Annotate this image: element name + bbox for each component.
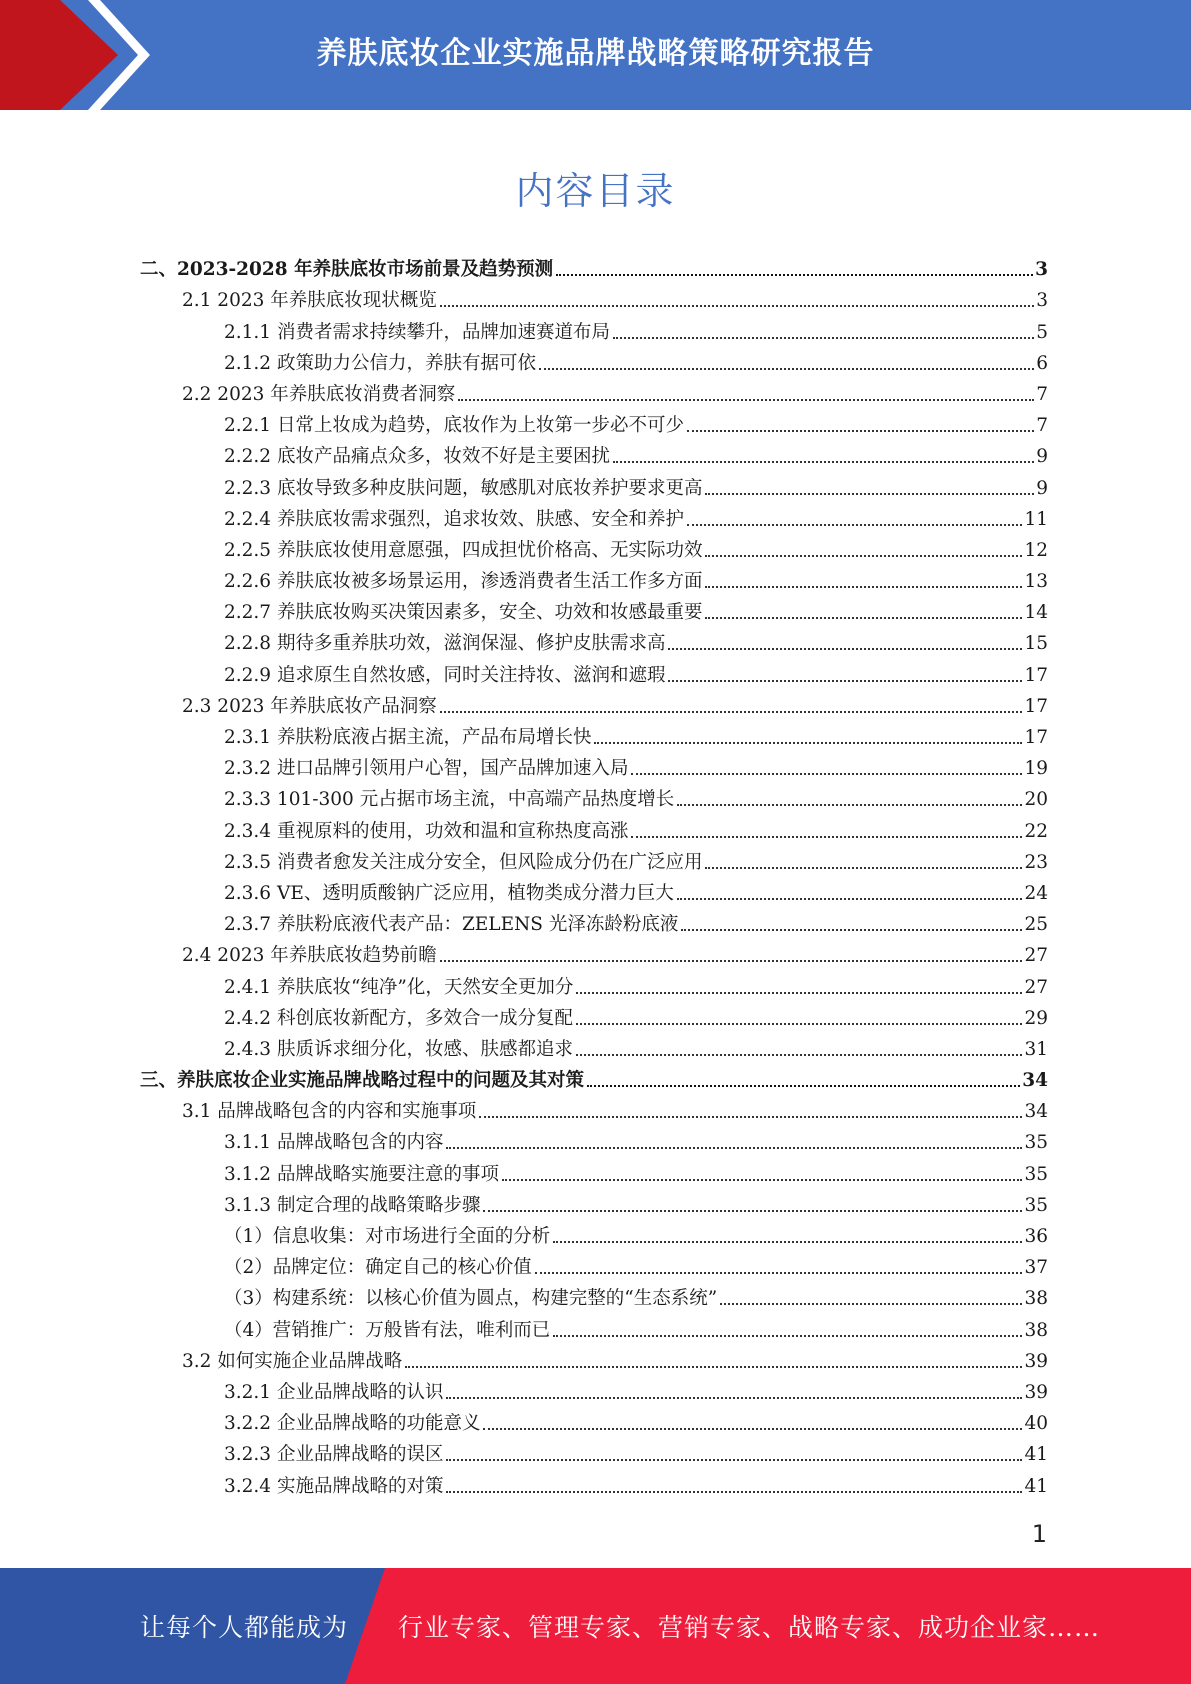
toc-dot-leader — [553, 1241, 1022, 1243]
toc-entry-label: 2.4.2 科创底妆新配方，多效合一成分复配 — [224, 1007, 573, 1029]
toc-entry-page: 41 — [1024, 1444, 1048, 1466]
toc-dot-leader — [576, 1023, 1022, 1025]
toc-entry-label: 2.2.9 追求原生自然妆感，同时关注持妆、滋润和遮瑕 — [224, 664, 666, 686]
toc-entry-page: 39 — [1024, 1350, 1048, 1372]
toc-entry[interactable] — [140, 1251, 1048, 1282]
toc-entry-page: 19 — [1024, 758, 1048, 780]
toc-dot-leader — [539, 368, 1034, 370]
toc-dot-leader — [556, 274, 1033, 276]
toc-entry-page: 35 — [1024, 1194, 1048, 1216]
toc-dot-leader — [705, 493, 1034, 495]
toc-entry-page: 38 — [1024, 1319, 1048, 1341]
toc-entry-page: 22 — [1024, 820, 1048, 842]
toc-entry[interactable] — [140, 409, 1048, 440]
toc-entry-label: （1）信息收集：对市场进行全面的分析 — [224, 1226, 551, 1247]
toc-entry[interactable] — [140, 721, 1048, 752]
toc-dot-leader — [613, 461, 1034, 463]
toc-entry-label: 2.3.6 VE、透明质酸钠广泛应用，植物类成分潜力巨大 — [224, 882, 674, 904]
toc-entry-page: 41 — [1024, 1475, 1048, 1497]
toc-entry-label: 2.2.7 养肤底妆购买决策因素多，安全、功效和妆感最重要 — [224, 602, 703, 624]
footer-slogan-right: 行业专家、管理专家、营销专家、战略专家、成功企业家…… — [398, 1613, 1101, 1642]
page-number: 1 — [1031, 1520, 1047, 1548]
toc-entry-page: 27 — [1024, 976, 1048, 998]
toc-entry-page: 36 — [1024, 1226, 1048, 1247]
footer-slogan-left: 让每个人都能成为 — [140, 1613, 349, 1642]
toc-entry[interactable] — [140, 752, 1048, 783]
toc-entry-label: 2.3.1 养肤粉底液占据主流，产品布局增长快 — [224, 727, 592, 748]
toc-entry[interactable] — [140, 846, 1048, 877]
toc-entry-label: 3.2 如何实施企业品牌战略 — [182, 1350, 403, 1372]
toc-entry-label: 2.4.3 肤质诉求细分化，妆感、肤感都追求 — [224, 1038, 573, 1060]
toc-heading: 内容目录 — [515, 169, 676, 213]
toc-entry-label: 2.1.1 消费者需求持续攀升，品牌加速赛道布局 — [224, 321, 610, 343]
toc-dot-leader — [446, 1491, 1022, 1493]
toc-entry-label: 三、养肤底妆企业实施品牌战略过程中的问题及其对策 — [140, 1070, 585, 1092]
toc-entry-page: 23 — [1024, 851, 1048, 873]
toc-dot-leader — [587, 1085, 1020, 1087]
toc-entry-page: 24 — [1024, 882, 1048, 904]
toc-entry-page: 34 — [1024, 1101, 1048, 1123]
toc-entry[interactable] — [140, 877, 1048, 908]
toc-entry[interactable] — [140, 627, 1048, 658]
toc-entry-page: 37 — [1024, 1257, 1048, 1279]
toc-entry[interactable] — [140, 1407, 1048, 1438]
toc-dot-leader — [705, 867, 1022, 869]
toc-entry-page: 13 — [1024, 571, 1048, 593]
toc-entry[interactable] — [140, 1126, 1048, 1157]
toc-dot-leader — [687, 524, 1022, 526]
toc-entry[interactable] — [140, 814, 1048, 845]
toc-entry[interactable] — [140, 1220, 1048, 1251]
toc-dot-leader — [668, 680, 1022, 682]
toc-entry-label: 2.4 2023 年养肤底妆趋势前瞻 — [182, 945, 437, 967]
toc-entry[interactable] — [140, 315, 1048, 346]
toc-entry-label: 2.2.4 养肤底妆需求强烈，追求妆效、肤感、安全和养护 — [224, 508, 684, 530]
toc-entry-label: 2.1.2 政策助力公信力，养肤有据可依 — [224, 352, 536, 374]
toc-entry[interactable] — [140, 690, 1048, 721]
toc-dot-leader — [631, 836, 1022, 838]
toc-entry-page: 35 — [1024, 1132, 1048, 1154]
toc-dot-leader — [668, 648, 1022, 650]
toc-entry-label: 3.2.2 企业品牌战略的功能意义 — [224, 1413, 481, 1435]
toc-dot-leader — [458, 399, 1034, 401]
toc-entry[interactable] — [140, 1282, 1048, 1313]
toc-entry[interactable] — [140, 284, 1048, 315]
toc-dot-leader — [440, 711, 1023, 713]
toc-entry[interactable] — [140, 1002, 1048, 1033]
toc-entry-label: 2.2.5 养肤底妆使用意愿强，四成担忧价格高、无实际功效 — [224, 539, 703, 561]
toc-dot-leader — [594, 742, 1022, 744]
toc-dot-leader — [440, 305, 1034, 307]
toc-entry-label: 2.3.5 消费者愈发关注成分安全，但风险成分仍在广泛应用 — [224, 851, 703, 873]
report-title: 养肤底妆企业实施品牌战略策略研究报告 — [316, 36, 875, 71]
toc-dot-leader — [483, 1210, 1022, 1212]
toc-entry-label: 2.3.7 养肤粉底液代表产品：ZELENS 光泽冻龄粉底液 — [224, 914, 679, 936]
toc-entry-label: （3）构建系统：以核心价值为圆点，构建完整的“生态系统” — [224, 1288, 718, 1310]
toc-entry[interactable] — [140, 1189, 1048, 1220]
toc-entry-page: 39 — [1024, 1381, 1048, 1403]
toc-entry[interactable] — [140, 534, 1048, 565]
toc-entry-label: 2.3.3 101-300 元占据市场主流，中高端产品热度增长 — [224, 789, 675, 811]
toc-entry[interactable] — [140, 1064, 1048, 1095]
toc-entry-page: 17 — [1024, 695, 1048, 717]
toc-entry[interactable] — [140, 253, 1048, 284]
toc-entry-label: 二、2023-2028 年养肤底妆市场前景及趋势预测 — [140, 259, 554, 281]
toc-dot-leader — [446, 1147, 1022, 1149]
toc-entry-page: 15 — [1024, 633, 1048, 655]
toc-dot-leader — [405, 1366, 1022, 1368]
toc-dot-leader — [535, 1272, 1023, 1274]
toc-entry[interactable] — [140, 440, 1048, 471]
toc-entry[interactable] — [140, 1345, 1048, 1376]
toc-entry[interactable] — [140, 1313, 1048, 1344]
toc-entry-page: 20 — [1024, 789, 1048, 811]
toc-entry-label: 2.3.4 重视原料的使用，功效和温和宣称热度高涨 — [224, 820, 629, 842]
toc-entry[interactable] — [140, 471, 1048, 502]
toc-entry-label: 3.2.1 企业品牌战略的认识 — [224, 1381, 444, 1403]
toc-entry-page: 14 — [1024, 602, 1048, 624]
toc-entry-page: 29 — [1024, 1007, 1048, 1029]
toc-entry-page: 3 — [1035, 259, 1048, 281]
toc-dot-leader — [483, 1428, 1022, 1430]
toc-entry-page: 27 — [1024, 945, 1048, 967]
toc-entry[interactable] — [140, 596, 1048, 627]
toc-entry-label: 2.1 2023 年养肤底妆现状概览 — [182, 290, 437, 312]
toc-entry[interactable] — [140, 658, 1048, 689]
toc-dot-leader — [681, 929, 1022, 931]
toc-dot-leader — [705, 586, 1022, 588]
toc-entry-page: 9 — [1036, 477, 1048, 499]
toc-dot-leader — [720, 1303, 1022, 1305]
page-footer-band — [0, 1568, 1191, 1684]
toc-entry-page: 7 — [1036, 415, 1048, 437]
toc-dot-leader — [631, 773, 1022, 775]
toc-entry-label: 3.1.1 品牌战略包含的内容 — [224, 1132, 444, 1154]
toc-entry-page: 17 — [1024, 664, 1048, 686]
toc-entry-label: （4）营销推广：万般皆有法，唯利而已 — [224, 1319, 551, 1341]
toc-entry-page: 40 — [1024, 1413, 1048, 1435]
toc-entry[interactable] — [140, 783, 1048, 814]
toc-dot-leader — [677, 804, 1022, 806]
toc-entry-page: 9 — [1036, 446, 1048, 468]
toc-dot-leader — [677, 898, 1023, 900]
toc-entry-label: 3.2.4 实施品牌战略的对策 — [224, 1475, 444, 1497]
toc-entry-label: 2.2.8 期待多重养肤功效，滋润保湿、修护皮肤需求高 — [224, 633, 666, 655]
toc-dot-leader — [705, 617, 1022, 619]
toc-entry-label: 2.2.3 底妆导致多种皮肤问题，敏感肌对底妆养护要求更高 — [224, 477, 703, 499]
toc-entry[interactable] — [140, 378, 1048, 409]
toc-entry[interactable] — [140, 970, 1048, 1001]
toc-entry[interactable] — [140, 1376, 1048, 1407]
toc-entry-page: 7 — [1036, 383, 1048, 405]
toc-entry[interactable] — [140, 1157, 1048, 1188]
toc-entry-page: 6 — [1036, 352, 1048, 374]
toc-dot-leader — [576, 992, 1022, 994]
toc-dot-leader — [705, 555, 1022, 557]
toc-entry-label: 2.2.1 日常上妆成为趋势，底妆作为上妆第一步必不可少 — [224, 415, 684, 437]
toc-entry-label: 2.3 2023 年养肤底妆产品洞察 — [182, 695, 437, 717]
toc-entry-label: 2.2 2023 年养肤底妆消费者洞察 — [182, 383, 456, 405]
toc-dot-leader — [576, 1054, 1022, 1056]
toc-entry-label: 3.1.2 品牌战略实施要注意的事项 — [224, 1163, 499, 1185]
toc-entry-label: 2.4.1 养肤底妆“纯净”化，天然安全更加分 — [224, 976, 574, 998]
toc-dot-leader — [440, 960, 1023, 962]
toc-entry[interactable] — [140, 1033, 1048, 1064]
toc-entry-page: 38 — [1024, 1288, 1048, 1310]
toc-entry-label: 3.1 品牌战略包含的内容和实施事项 — [182, 1101, 477, 1123]
toc-entry[interactable] — [140, 1095, 1048, 1126]
toc-entry[interactable] — [140, 347, 1048, 378]
page-header-band — [0, 0, 1191, 110]
toc-entry-page: 35 — [1024, 1163, 1048, 1185]
toc-dot-leader — [446, 1459, 1022, 1461]
toc-entry-page: 31 — [1024, 1038, 1048, 1060]
toc-entry-page: 12 — [1024, 539, 1048, 561]
toc-entry-label: （2）品牌定位：确定自己的核心价值 — [224, 1257, 532, 1279]
toc-entry-label: 2.2.6 养肤底妆被多场景运用，渗透消费者生活工作多方面 — [224, 571, 703, 593]
toc-entry[interactable] — [140, 1469, 1048, 1500]
toc-dot-leader — [479, 1116, 1022, 1118]
toc-entry[interactable] — [140, 503, 1048, 534]
toc-entry-page: 11 — [1024, 508, 1048, 530]
toc-entry-page: 25 — [1024, 914, 1048, 936]
toc-dot-leader — [502, 1179, 1022, 1181]
toc-dot-leader — [446, 1397, 1022, 1399]
toc-entry-page: 3 — [1036, 290, 1048, 312]
toc-dot-leader — [687, 430, 1034, 432]
toc-dot-leader — [613, 337, 1034, 339]
toc-entry[interactable] — [140, 908, 1048, 939]
toc-entry-page: 17 — [1024, 727, 1048, 748]
table-of-contents — [140, 253, 1048, 1501]
toc-entry-label: 3.2.3 企业品牌战略的误区 — [224, 1444, 444, 1466]
toc-entry[interactable] — [140, 565, 1048, 596]
toc-entry-label: 2.2.2 底妆产品痛点众多，妆效不好是主要困扰 — [224, 446, 610, 468]
toc-dot-leader — [553, 1335, 1022, 1337]
toc-entry-page: 5 — [1036, 321, 1048, 343]
toc-entry-label: 3.1.3 制定合理的战略策略步骤 — [224, 1194, 481, 1216]
toc-entry[interactable] — [140, 939, 1048, 970]
toc-entry[interactable] — [140, 1438, 1048, 1469]
toc-entry-page: 34 — [1022, 1070, 1048, 1092]
toc-entry-label: 2.3.2 进口品牌引领用户心智，国产品牌加速入局 — [224, 758, 629, 780]
